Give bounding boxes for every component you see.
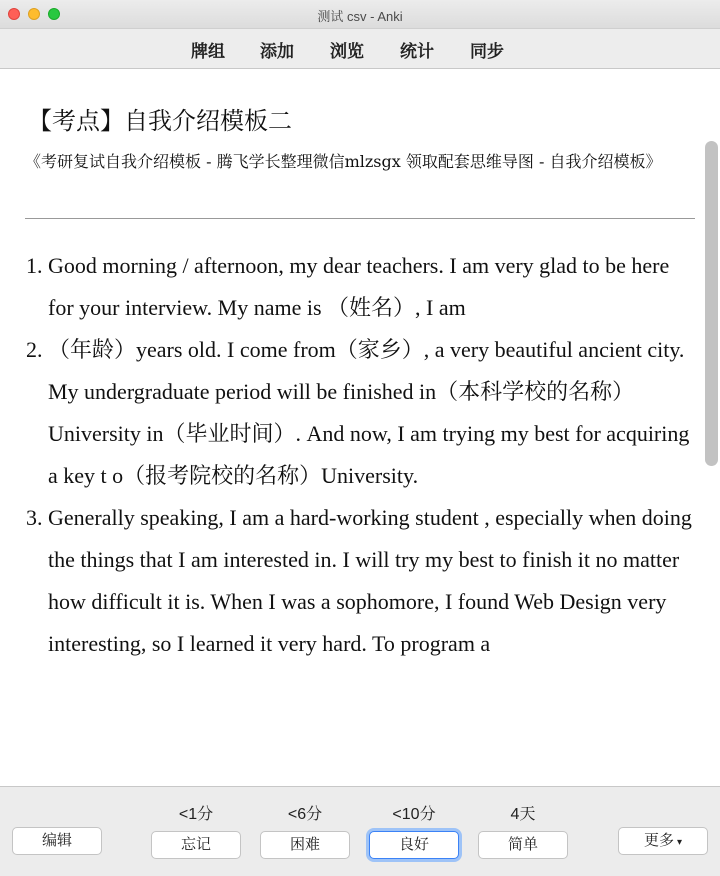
toolbar-add[interactable]: 添加 — [260, 42, 294, 61]
list-item: 1. Good morning / afternoon, my dear teachers. I am very glad to be here for your interview. My name is （姓名）, I am — [48, 245, 698, 329]
hard-button[interactable]: 困难 — [260, 831, 350, 859]
window-titlebar — [0, 0, 720, 29]
edit-button[interactable]: 编辑 — [12, 827, 102, 855]
card-body — [18, 245, 698, 665]
toolbar-stats[interactable]: 统计 — [400, 42, 434, 61]
list-item: 3. Generally speaking, I am a hard-working student , especially when doing the things that I am interested in. I will try my best to finish it no matter how difficult it is. When I was a sophomore, I found Web Design very interesting, so I learned it very hard. To program a — [48, 497, 698, 665]
window-title: 测试 csv - Anki — [317, 9, 403, 24]
again-button[interactable]: 忘记 — [151, 831, 241, 859]
good-button[interactable]: 良好 — [369, 831, 459, 859]
card-divider — [25, 218, 695, 219]
answer-bar — [0, 786, 720, 876]
main-toolbar — [0, 29, 720, 69]
vertical-scrollbar[interactable] — [705, 141, 718, 466]
card-title: 【考点】自我介绍模板二 — [28, 107, 292, 135]
more-button[interactable] — [618, 827, 708, 855]
interval-again: <1分 — [178, 806, 214, 823]
card-content-area — [0, 69, 720, 786]
toolbar-decks[interactable]: 牌组 — [191, 42, 225, 61]
list-item: 2. （年龄）years old. I come from（家乡）, a very beautiful ancient city. My undergraduate period will be finished in（本科学校的名称）University in（毕业时间）. And now, I am trying my best for acquiring a key t o（报考院校的名称）University. — [48, 329, 698, 497]
toolbar-sync[interactable]: 同步 — [470, 42, 504, 61]
toolbar-browse[interactable]: 浏览 — [330, 42, 364, 61]
easy-button[interactable]: 简单 — [478, 831, 568, 859]
chevron-down-icon: ▾ — [676, 837, 683, 848]
more-button-label: 更多 — [643, 832, 674, 849]
interval-hard: <6分 — [287, 806, 323, 823]
interval-good: <10分 — [392, 806, 436, 823]
card-subtitle: 《考研复试自我介绍模板 - 腾飞学长整理微信mlzsgx 领取配套思维导图 - 自我介绍模板》 — [25, 152, 662, 171]
card-list — [18, 245, 698, 665]
interval-easy: 4天 — [510, 806, 536, 823]
